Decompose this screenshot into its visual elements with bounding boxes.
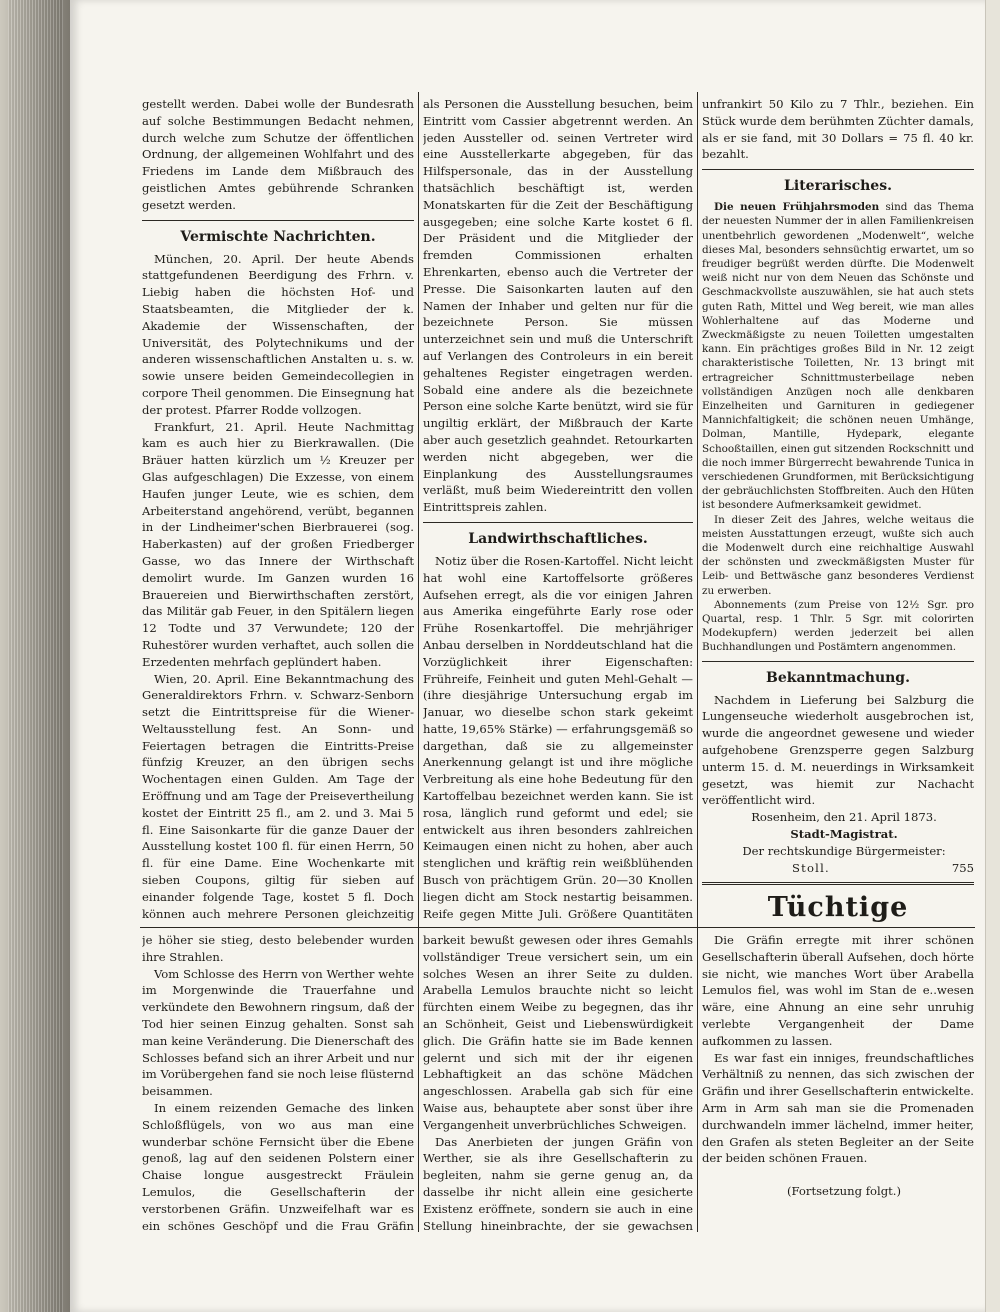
column-3-bottom <box>702 932 974 1237</box>
column-rule-2 <box>697 92 698 1232</box>
column-2-bottom <box>423 932 693 1237</box>
story-part-1: je höher sie stieg, desto belebender wurden ihre Strahlen. <box>142 933 414 964</box>
section-heading-literarisches: Literarisches. <box>784 178 892 195</box>
story-part-7: Es war fast ein inniges, freundschaftliches Verhältniß zu nennen, das sich zwischen der Gräfin und ihrer Gesellschafterin entwickelte. Arm in Arm sah man sie die Promenaden durchwandeln immer lächelnd, immer heiter, den Grafen als steten Begleiter an der Seite der beiden schönen Frauen. <box>702 1050 974 1166</box>
column-3-top <box>702 96 974 922</box>
notice-date: Rosenheim, den 21. April 1873. <box>751 810 937 825</box>
section-heading-landwirthschaft: Landwirthschaftliches. <box>468 530 648 547</box>
story-part-5: Das Anerbieten der jungen Gräfin von Werther, sie als ihre Gesellschafterin zu begleiten, nahm sie gerne genug an, da dasselbe ihr nicht allein eine gesicherte Existenz eröffnete, sondern sie auch in eine Stellung hineinbrachte, der sie gewachsen <box>423 1134 693 1233</box>
section-heading-vermischte: Vermischte Nachrichten. <box>180 228 376 245</box>
column-2-top <box>423 96 693 922</box>
modenwelt-text: sind das Thema der neuesten Nummer der in allen Familienkreisen unentbehrlich gewordenen „Modenwelt“, welche dieses Mal, besonders sehnsüchtig erwartet, um so freudiger begrüßt werden dürfte. Die Modenwelt weiß nicht nur von dem Neuen das Schönste und Geschmackvollste auszuwählen, sie hat auch stets guten Rath, Mittel und Weg bereit, wie man alles Wohlerhaltene auf das Moderne und Zweckmäßigste zu neuen Toiletten umgestalten kann. Ein prächtiges großes Bild in Nr. 12 zeigt charakteristische Toiletten, Nr. 13 bringt mit ertragreicher Schnittmusterbeilage neben vollständigen Anzügen noch alle denkbaren Einzelheiten und Garnituren in gediegener Mannichfaltigkeit; die schönen neuen Umhänge, Dolman, Mantille, Hydepark, elegante Schooßtaillen, einen gut sitzenden Rockschnitt und die noch immer Bürgerrecht bewahrende Tunica in verschiedenen Grundformen, mit Berücksichtigung der gebräuchlichsten Stoffbreiten. Auch den Hüten ist besondere Aufmerksamkeit gewidmet. <box>702 201 974 512</box>
news-wien: Wien, 20. April. Eine Bekanntmachung des Generaldirektors Frhrn. v. Schwarz-Senborn setzt die Eintrittspreise für die Wiener-Weltausstellung fest. An Sonn- und Feiertagen betragen die Eintritts-Preise fünfzig Kreuzer, an den übrigen sechs Wochentagen einen Gulden. Am Tage der Eröffnung und am Tage der Preisevertheilung kostet der Eintritt 25 fl., am 2. und 3. Mai 5 fl. Eine Saisonkarte für die ganze Dauer der Ausstellung kostet 100 fl. für einen Herrn, 50 fl. für eine Dame. Eine Wochenkarte mit sieben Coupons, giltig für sieben auf einander folgende Tage, kostet 5 fl. Doch können auch mehrere Personen gleichzeitig <box>142 671 414 921</box>
book-binding-gutter <box>0 0 70 1312</box>
news-muenchen: München, 20. April. Der heute Abends stattgefundenen Beerdigung des Frhrn. v. Liebig haben die höchsten Hof- und Staatsbeamten, die Mitglieder der k. Akademie der Wissenschaften, der Universität, des Polytechnikums und der anderen wissenschaftlichen Anstalten u. s. w. sowie unsere beiden Gemeindecollegien in corpore Theil genommen. Die Einsegnung hat der protest. Pfarrer Rodde vollzogen. <box>142 251 414 417</box>
ad-title: Tüchtige <box>767 892 909 922</box>
page-edge <box>985 0 1000 1312</box>
story-part-3: In einem reizenden Gemache des linken Schloßflügels, von wo aus man eine wunderbar schöne Fernsicht über die Ebene genoß, lag auf den seidenen Polstern einer Chaise longue ausgestreckt Fräulein Lemulos, die Gesellschafterin der verstorbenen Gräfin. Unzweifelhaft war es ein schönes Geschöpf und die Frau Gräfin <box>142 1100 414 1233</box>
story-continued-note: (Fortsetzung folgt.) <box>786 1184 901 1199</box>
article-continuation: gestellt werden. Dabei wolle der Bundesrath auf solche Bestimmungen Bedacht nehmen, durch welche zum Schutze der öffentlichen Ordnung, der allgemeinen Wohlfahrt und des Friedens im Lande dem Mißbrauch des geistlichen Amtes gebührende Schranken gesetzt werden. <box>142 97 414 212</box>
modenwelt-title: Die neuen Frühjahrsmoden <box>714 201 880 214</box>
notice-number: 755 <box>951 860 974 875</box>
notice-office: Stadt-Magistrat. <box>790 827 898 842</box>
modenwelt-ausstattung: In dieser Zeit des Jahres, welche weitaus die meisten Ausstattungen erzeugt, wußte sich auch die Modenwelt durch eine reichhaltige Auswahl der schönsten und zweckmäßigsten Muster für Leib- und Bettwäsche ganz besonderes Verdienst zu erwerben. <box>702 513 974 597</box>
story-part-4: barkeit bewußt gewesen oder ihres Gemahls vollständiger Treue versichert sein, um ein solches Wesen an ihrer Seite zu dulden. Arabella Lemulos brauchte nicht so leicht fürchten einem Weibe zu begegnen, das ihr an Schönheit, Geist und Liebenswürdigkeit glich. Die Gräfin hatte sie im Bade kennen gelernt und sich mit der ihr eigenen Lebhaftigkeit an das schöne Mädchen angeschlossen. Arabella gab sich für eine Waise aus, behauptete aber sonst über ihre Vergangenheit unverbrüchliches Schweigen. <box>423 933 693 1132</box>
notice-signature: Stoll. <box>792 860 830 875</box>
notice-role: Der rechtskundige Bürgermeister: <box>742 843 946 858</box>
notice-heading: Bekanntmachung. <box>766 669 910 686</box>
column-1-top <box>142 96 414 922</box>
wien-continuation: als Personen die Ausstellung besuchen, beim Eintritt vom Cassier abgetrennt werden. An jeden Aussteller od. seinen Vertreter wird eine Ausstellerkarte abgegeben, für das Hilfspersonale, das in der Ausstellung thatsächlich beschäftigt ist, werden Monatskarten für die Zeit der Beschäftigung ausgegeben; eine solche Karte kostet 6 fl. Der Präsident und die Mitglieder der fremden Commissionen erhalten Ehrenkarten, ebenso auch die Vertreter der Presse. Die Saisonkarten lauten auf den Namen der Inhaber und gelten nur für die bezeichnete Person. Sie müssen unterzeichnet sein und muß die Unterschrift auf Verlangen des Controleurs in ein bereit gehaltenes Register eingetragen werden. Sobald eine andere als die bezeichnete Person eine solche Karte benützt, wird sie für ungiltig erklärt, der Mißbrauch der Karte aber auch gesetzlich geahndet. Retourkarten werden nicht abgegeben, wer die Einplankung des Ausstellungsraumes verläßt, muß beim Wiedereintritt den vollen Eintrittspreis zahlen. <box>423 97 693 515</box>
story-part-2: Vom Schlosse des Herrn von Werther wehte im Morgenwinde die Trauerfahne und verkündete den Bewohnern ringsum, daß der Tod hier seinen Einzug gehalten. Sonst sah man keine Veränderung. Die Dienerschaft des Schlosses befand sich an ihrer Arbeit und nur im Vorübergehen fand sie noch leise flüsternd beisammen. <box>142 966 414 1099</box>
modenwelt-abonnement: Abonnements (zum Preise von 12½ Sgr. pro Quartal, resp. 1 Thlr. 5 Sgr. mit colorirten Modekupfern) werden jederzeit bei allen Buchhandlungen und Postämtern angenommen. <box>702 598 974 654</box>
column-1-bottom <box>142 932 414 1237</box>
article-rosen-kartoffel: Notiz über die Rosen-Kartoffel. Nicht leicht hat wohl eine Kartoffelsorte größeres Aufsehen erregt, als die vor einigen Jahren aus Amerika eingeführte Early rose oder Frühe Rosenkartoffel. Die mehrjähriger Anbau derselben in Norddeutschland hat die Vorzüglichkeit ihrer Eigenschaften: Frühreife, Feinheit und guten Mehl-Gehalt — (ihre diesjährige Untersuchung ergab im Januar, wo dieselbe schon stark gekeimt hatte, 19,65% Stärke) — erfahrungsgemäß so dargethan, daß sie zu allgemeinster Anerkennung gelangt ist und ihre mögliche Verbreitung als eine hohe Bedeutung für den Kartoffelbau bezeichnet werden kann. Sie ist rosa, länglich rund geformt und edel; sie entwickelt aus ihren besonders zahlreichen Keimaugen einen nicht zu hohen, aber auch stenglichen und kräftig rein weißblühenden Busch von prächtigem Grün. 20—30 Knollen liegen dicht am Stock nestartig beisammen. Reife gegen Mitte Juli. Größere Quantitäten <box>423 553 693 921</box>
kartoffel-continuation: unfrankirt 50 Kilo zu 7 Thlr., beziehen. Ein Stück wurde dem berühmten Züchter damals, als er sie fand, mit 30 Dollars = 75 fl. 40 kr. bezahlt. <box>702 97 974 162</box>
section-divider <box>140 927 975 928</box>
story-part-6: Die Gräfin erregte mit ihrer schönen Gesellschafterin überall Aufsehen, doch hörte sie nicht, wie manches Wort über Arabella Lemulos fiel, was wohl im Stan de e..wesen wäre, eine Ahnung an eine sehr unruhig verlebte Vergangenheit der Dame aufkommen zu lassen. <box>702 933 974 1048</box>
column-rule-1 <box>418 92 419 1232</box>
news-frankfurt: Frankfurt, 21. April. Heute Nachmittag kam es auch hier zu Bierkrawallen. (Die Bräuer hatten kürzlich um ½ Kreuzer per Glas aufgeschlagen) Die Exzesse, von einem Haufen junger Leute, wie es schien, dem Arbeiterstand angehörend, verübt, begannen in der Lindheimer'schen Bierbrauerei (sog. Haberkasten) auf der großen Friedberger Gasse, wo das Innere der Wirthschaft demolirt wurde. Im Ganzen wurden 16 Brauereien und Bierwirthschaften zerstört, das Militär gab Feuer, in den Spitälern liegen 12 Todte und 37 Verwundete; 120 der Ruhestörer wurden verhaftet, auch sollen die Erzedenten mehrfach geplündert haben. <box>142 419 414 669</box>
notice-body: Nachdem in Lieferung bei Salzburg die Lungenseuche wiederholt ausgebrochen ist, wurde die angeordnet gewesene und wieder aufgehobene Grenzsperre gegen Salzburg unterm 15. d. M. neuerdings in Wirksamkeit gesetzt, was hiemit zur Nachacht veröffentlicht wird. <box>702 692 974 808</box>
